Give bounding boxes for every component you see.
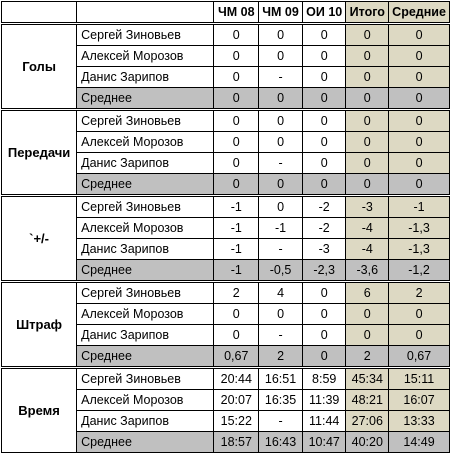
average-value-cell[interactable]: 0,67 (389, 346, 450, 368)
stat-cell[interactable]: 2 (214, 282, 259, 304)
stat-cell[interactable]: 10:47 (302, 432, 346, 453)
player-name-cell[interactable]: Данис Зарипов (77, 153, 214, 174)
stat-cell[interactable]: 0 (302, 174, 346, 196)
stat-cell[interactable]: - (259, 325, 303, 346)
stat-cell[interactable]: 0 (214, 325, 259, 346)
player-name-cell[interactable]: Сергей Зиновьев (77, 368, 214, 390)
average-value-cell[interactable]: -1 (389, 196, 450, 218)
total-cell[interactable]: 0 (346, 304, 389, 325)
average-label-cell[interactable]: Среднее (77, 346, 214, 368)
stat-cell[interactable]: -0,5 (259, 260, 303, 282)
average-value-cell[interactable]: 0 (389, 132, 450, 153)
stat-cell[interactable]: 20:44 (214, 368, 259, 390)
player-name-cell[interactable]: Алексей Морозов (77, 390, 214, 411)
total-cell[interactable]: 48:21 (346, 390, 389, 411)
total-cell[interactable]: 27:06 (346, 411, 389, 432)
average-value-cell[interactable]: 15:11 (389, 368, 450, 390)
average-value-cell[interactable]: 2 (389, 282, 450, 304)
stat-cell[interactable]: 0 (214, 132, 259, 153)
stat-cell[interactable]: -1 (214, 260, 259, 282)
stat-cell[interactable]: 11:39 (302, 390, 346, 411)
player-row (2, 368, 450, 390)
stat-cell[interactable]: 18:57 (214, 432, 259, 453)
player-name-cell[interactable]: Сергей Зиновьев (77, 196, 214, 218)
player-name-cell[interactable]: Алексей Морозов (77, 218, 214, 239)
average-value-cell[interactable]: -1,2 (389, 260, 450, 282)
stat-cell[interactable]: -2 (302, 196, 346, 218)
column-header-cell[interactable]: Средние (389, 2, 450, 24)
stat-cell[interactable]: 16:51 (259, 368, 303, 390)
player-row (2, 110, 450, 132)
stat-cell[interactable]: 0 (302, 88, 346, 110)
stat-cell[interactable]: 0 (302, 67, 346, 88)
average-value-cell[interactable]: 0 (389, 304, 450, 325)
average-label-cell[interactable]: Среднее (77, 88, 214, 110)
stat-cell[interactable]: - (259, 67, 303, 88)
total-cell[interactable]: 0 (346, 67, 389, 88)
player-name-cell[interactable]: Алексей Морозов (77, 132, 214, 153)
stat-cell[interactable]: 0 (214, 110, 259, 132)
average-value-cell[interactable]: 0 (389, 24, 450, 46)
total-cell[interactable]: 0 (346, 46, 389, 67)
average-value-cell[interactable]: 0 (389, 174, 450, 196)
header-corner-cell[interactable] (2, 2, 77, 24)
stat-cell[interactable]: 0 (214, 24, 259, 46)
stats-table (1, 1, 450, 453)
stat-cell[interactable]: 0 (302, 304, 346, 325)
stat-cell[interactable]: 0 (259, 132, 303, 153)
stat-cell[interactable]: 0 (302, 24, 346, 46)
group-label-cell[interactable]: `+/- (2, 196, 77, 282)
total-cell[interactable]: -4 (346, 218, 389, 239)
stat-cell[interactable]: 0 (214, 304, 259, 325)
stat-cell[interactable]: 0 (214, 46, 259, 67)
stat-cell[interactable]: 2 (259, 346, 303, 368)
average-value-cell[interactable]: -1,3 (389, 239, 450, 260)
total-cell[interactable]: -3,6 (346, 260, 389, 282)
total-cell[interactable]: 0 (346, 132, 389, 153)
average-value-cell[interactable]: 0 (389, 88, 450, 110)
player-name-cell[interactable]: Сергей Зиновьев (77, 282, 214, 304)
player-name-cell[interactable]: Алексей Морозов (77, 304, 214, 325)
stat-cell[interactable]: - (259, 411, 303, 432)
total-cell[interactable]: 45:34 (346, 368, 389, 390)
average-value-cell[interactable]: 16:07 (389, 390, 450, 411)
stat-cell[interactable]: 0 (259, 46, 303, 67)
stat-cell[interactable]: 0 (214, 174, 259, 196)
stat-cell[interactable]: 8:59 (302, 368, 346, 390)
column-header-cell[interactable]: Итого (346, 2, 389, 24)
average-value-cell[interactable]: 0 (389, 110, 450, 132)
stat-cell[interactable]: 16:35 (259, 390, 303, 411)
player-name-cell[interactable]: Данис Зарипов (77, 411, 214, 432)
stat-cell[interactable]: 0,67 (214, 346, 259, 368)
stat-cell[interactable]: 0 (302, 325, 346, 346)
player-name-cell[interactable]: Алексей Морозов (77, 46, 214, 67)
average-value-cell[interactable]: 14:49 (389, 432, 450, 453)
average-value-cell[interactable]: -1,3 (389, 218, 450, 239)
stat-cell[interactable]: 0 (259, 174, 303, 196)
stat-cell[interactable]: -1 (259, 218, 303, 239)
average-label-cell[interactable]: Среднее (77, 174, 214, 196)
stat-cell[interactable]: - (259, 153, 303, 174)
stat-cell[interactable]: 11:44 (302, 411, 346, 432)
column-header-cell[interactable]: ЧМ 09 (259, 2, 303, 24)
stat-cell[interactable]: 0 (214, 67, 259, 88)
average-value-cell[interactable]: 0 (389, 67, 450, 88)
total-cell[interactable]: 6 (346, 282, 389, 304)
total-cell[interactable]: 0 (346, 88, 389, 110)
average-value-cell[interactable]: 0 (389, 153, 450, 174)
total-cell[interactable]: -3 (346, 196, 389, 218)
total-cell[interactable]: 0 (346, 325, 389, 346)
stat-cell[interactable]: 0 (302, 346, 346, 368)
stat-cell[interactable]: 15:22 (214, 411, 259, 432)
player-row (2, 282, 450, 304)
stat-cell[interactable]: 0 (259, 304, 303, 325)
stat-cell[interactable]: 0 (302, 282, 346, 304)
group-label-cell[interactable]: Время (2, 368, 77, 453)
total-cell[interactable]: 0 (346, 110, 389, 132)
stat-cell[interactable]: 0 (302, 132, 346, 153)
group-label-cell[interactable]: Штраф (2, 282, 77, 368)
average-value-cell[interactable]: 13:33 (389, 411, 450, 432)
total-cell[interactable]: 2 (346, 346, 389, 368)
stat-cell[interactable]: -2,3 (302, 260, 346, 282)
player-name-cell[interactable]: Сергей Зиновьев (77, 24, 214, 46)
total-cell[interactable]: 0 (346, 24, 389, 46)
player-name-cell[interactable]: Данис Зарипов (77, 325, 214, 346)
stat-cell[interactable]: -1 (214, 218, 259, 239)
group-label-cell[interactable]: Передачи (2, 110, 77, 196)
player-name-cell[interactable]: Данис Зарипов (77, 239, 214, 260)
average-value-cell[interactable]: 0 (389, 46, 450, 67)
total-cell[interactable]: -4 (346, 239, 389, 260)
stat-cell[interactable]: -3 (302, 239, 346, 260)
player-row (2, 24, 450, 46)
stat-cell[interactable]: -1 (214, 196, 259, 218)
group-label-cell[interactable]: Голы (2, 24, 77, 110)
stat-cell[interactable]: 0 (259, 196, 303, 218)
player-row (2, 196, 450, 218)
stat-cell[interactable]: -1 (214, 239, 259, 260)
stat-cell[interactable]: 4 (259, 282, 303, 304)
player-name-cell[interactable]: Сергей Зиновьев (77, 110, 214, 132)
player-name-cell[interactable]: Данис Зарипов (77, 67, 214, 88)
total-cell[interactable]: 0 (346, 174, 389, 196)
stat-cell[interactable]: 0 (259, 24, 303, 46)
column-header-cell[interactable]: ЧМ 08 (214, 2, 259, 24)
header-row (2, 2, 450, 24)
total-cell[interactable]: 40:20 (346, 432, 389, 453)
average-value-cell[interactable]: 0 (389, 325, 450, 346)
stat-cell[interactable]: - (259, 239, 303, 260)
stat-cell[interactable]: 0 (302, 153, 346, 174)
average-label-cell[interactable]: Среднее (77, 432, 214, 453)
stat-cell[interactable]: -2 (302, 218, 346, 239)
stat-cell[interactable]: 0 (259, 88, 303, 110)
stat-cell[interactable]: 0 (214, 88, 259, 110)
total-cell[interactable]: 0 (346, 153, 389, 174)
stat-cell[interactable]: 0 (302, 110, 346, 132)
stat-cell[interactable]: 20:07 (214, 390, 259, 411)
header-name-cell[interactable] (77, 2, 214, 24)
stat-cell[interactable]: 0 (302, 46, 346, 67)
stat-cell[interactable]: 0 (259, 110, 303, 132)
stat-cell[interactable]: 16:43 (259, 432, 303, 453)
stat-cell[interactable]: 0 (214, 153, 259, 174)
average-label-cell[interactable]: Среднее (77, 260, 214, 282)
column-header-cell[interactable]: ОИ 10 (302, 2, 346, 24)
